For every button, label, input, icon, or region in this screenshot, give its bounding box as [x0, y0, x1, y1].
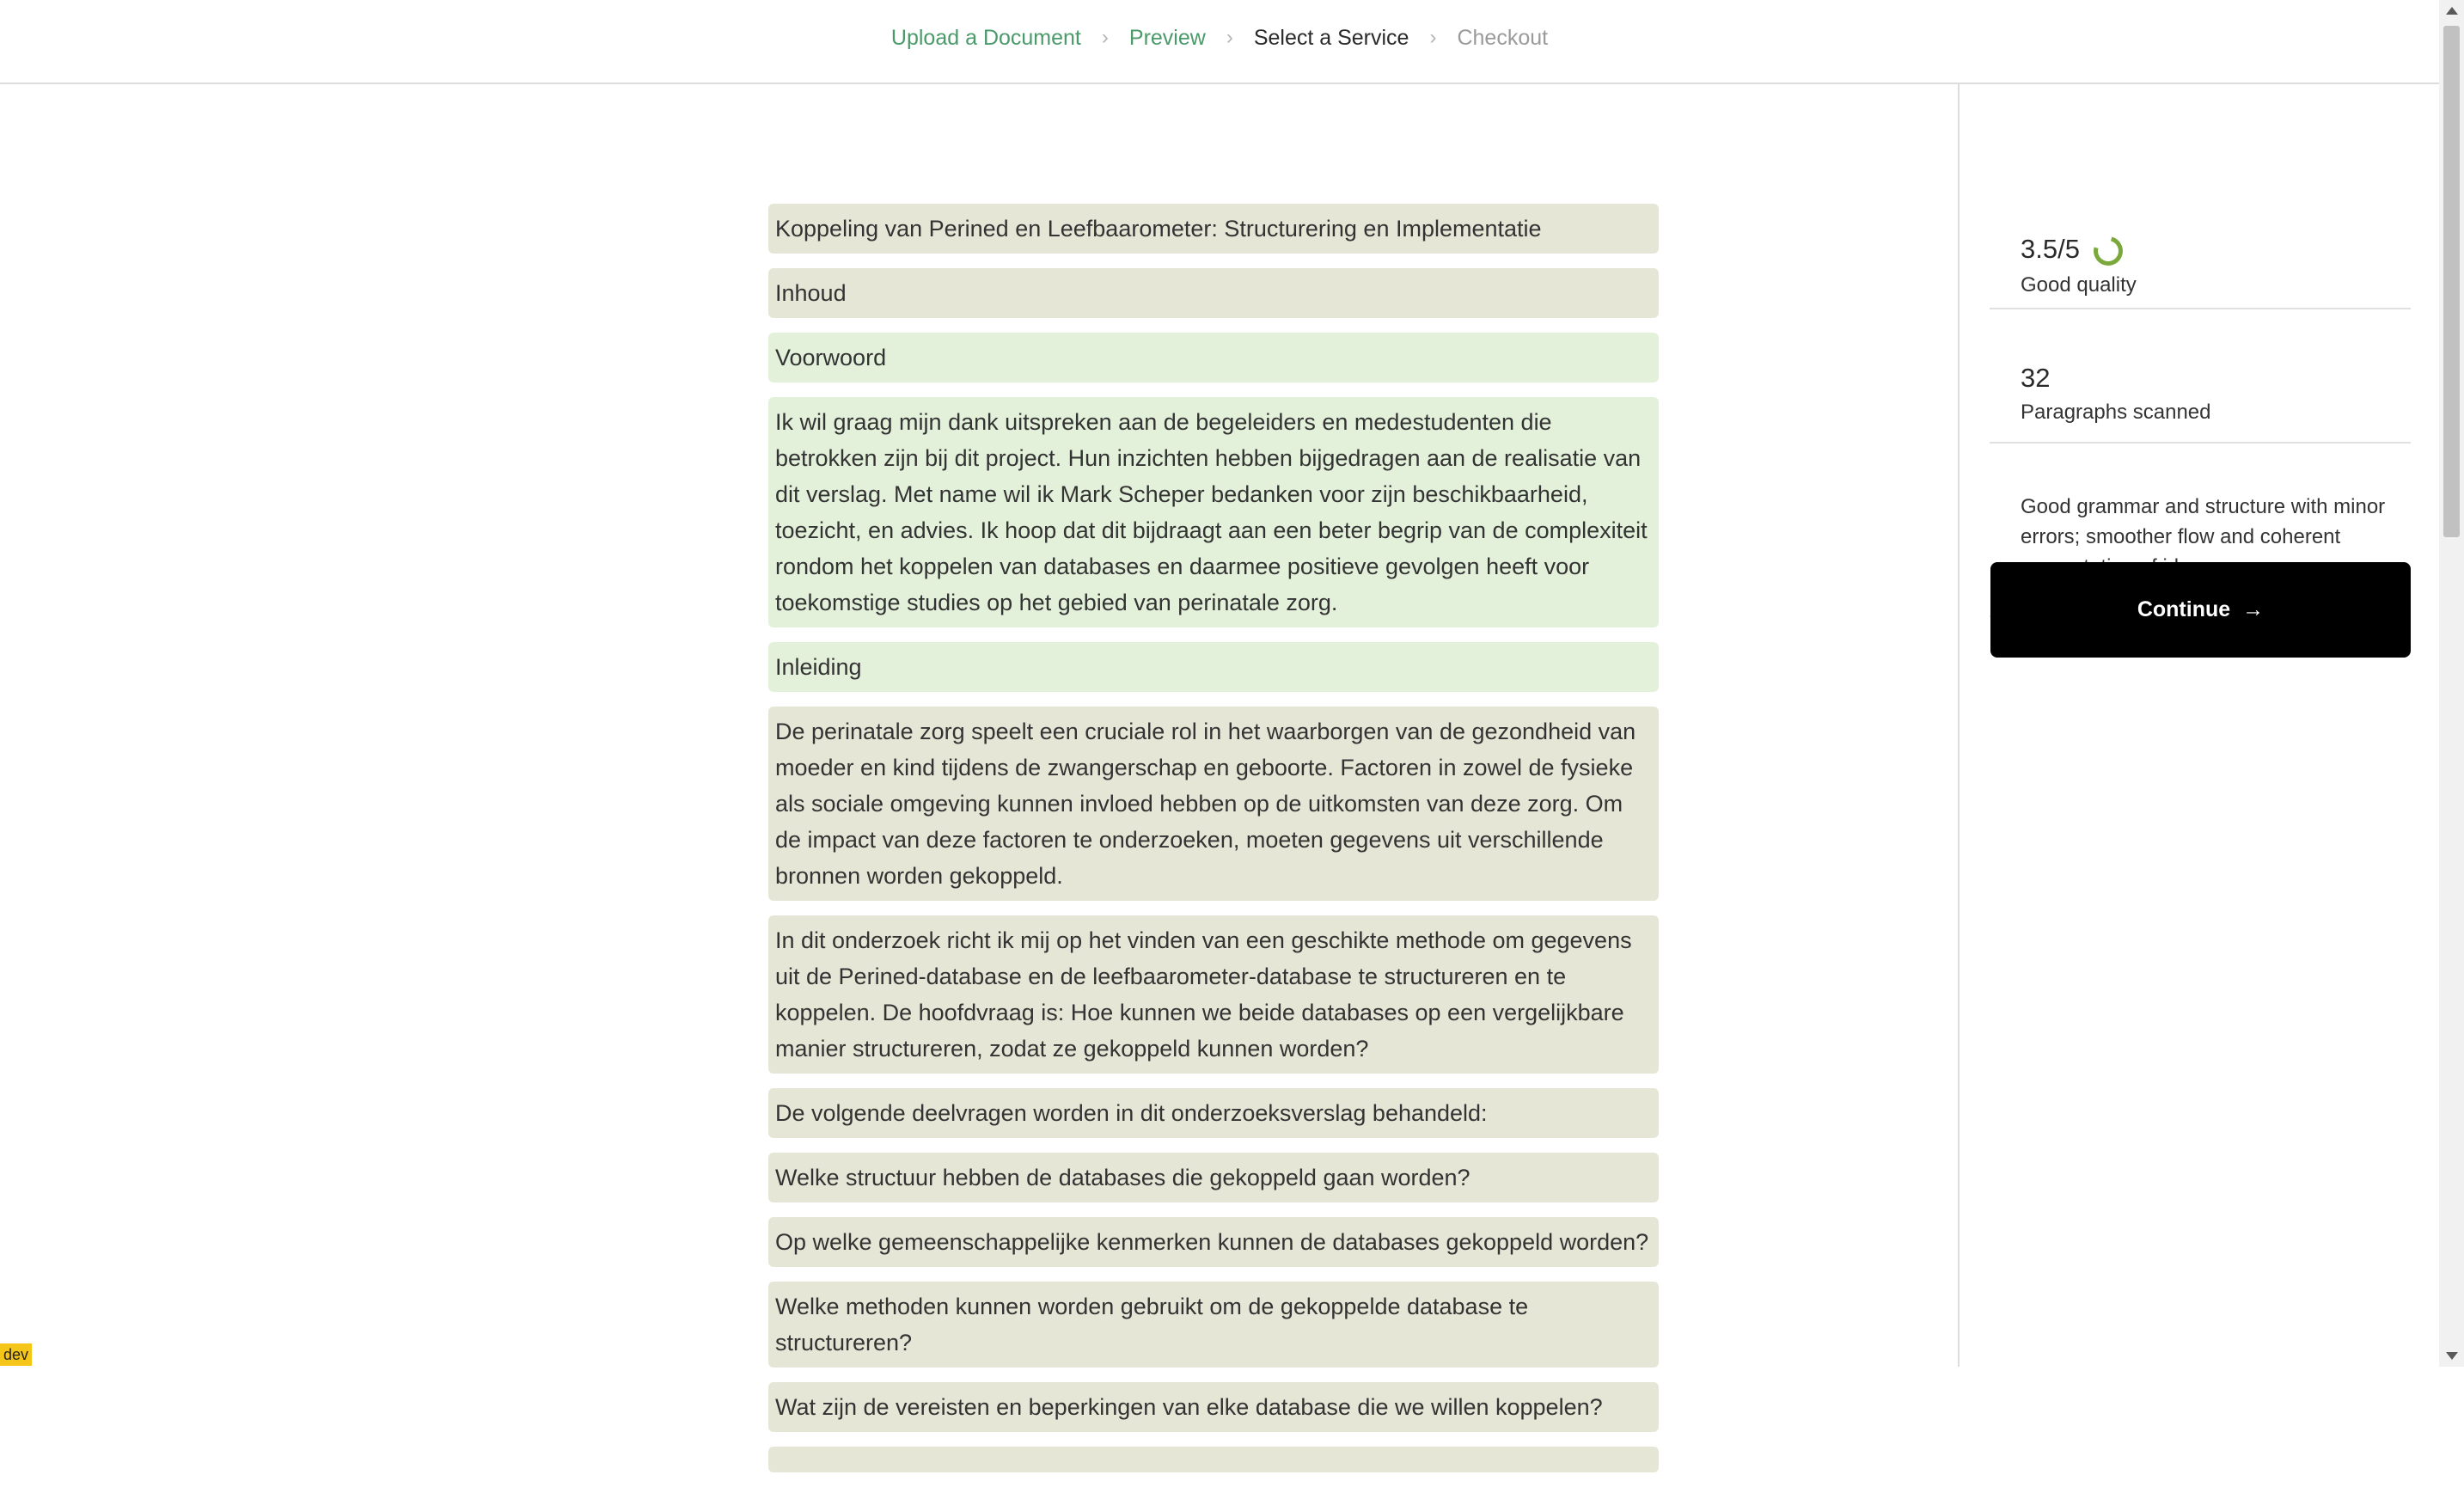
quality-score	[2021, 234, 2123, 266]
document-preview[interactable]	[0, 84, 1958, 1420]
paragraph: Welke methoden kunnen worden gebruikt om de gekoppelde database te structureren?	[768, 1282, 1659, 1368]
quality-label: Good quality	[2021, 273, 2137, 297]
continue-button[interactable]	[1990, 562, 2411, 658]
paragraph: Op welke gemeenschappelijke kenmerken kunnen de databases gekoppeld worden?	[768, 1217, 1659, 1267]
paragraph: Voorwoord	[768, 333, 1659, 382]
paragraphs-block	[1990, 309, 2411, 444]
arrow-right-icon: →	[2242, 597, 2265, 621]
scroll-up-icon[interactable]	[2446, 7, 2458, 15]
document-paragraphs	[768, 204, 1659, 1487]
paragraphs-label: Paragraphs scanned	[2021, 401, 2211, 424]
continue-label: Continue	[2137, 597, 2231, 621]
chevron-right-icon: ›	[1226, 26, 1233, 49]
dev-badge: dev	[0, 1343, 32, 1366]
scroll-thumb[interactable]	[2443, 26, 2460, 537]
paragraph-partial	[768, 1447, 1659, 1472]
paragraphs-count: 32	[2021, 363, 2051, 393]
paragraph: Inleiding	[768, 642, 1659, 692]
breadcrumb-step-preview[interactable]: Preview	[1128, 25, 1206, 50]
breadcrumb-step-checkout: Checkout	[1457, 25, 1549, 50]
chevron-right-icon: ›	[1101, 26, 1109, 49]
paragraph: Wat zijn de vereisten en beperkingen van elke database die we willen koppelen?	[768, 1382, 1659, 1432]
quality-summary: Good grammar and structure with minor errors; smoother flow and coherent	[2021, 495, 2386, 548]
breadcrumb	[0, 0, 2439, 76]
score-block	[1990, 146, 2411, 309]
chevron-right-icon: ›	[1429, 26, 1437, 49]
page-scrollbar[interactable]	[2439, 0, 2464, 1367]
breadcrumb-step-select-service: Select a Service	[1253, 25, 1409, 50]
breadcrumb-step-upload[interactable]: Upload a Document	[890, 25, 1081, 50]
top-navigation	[0, 0, 2439, 84]
score-ring-icon	[2088, 231, 2128, 271]
paragraph: In dit onderzoek richt ik mij op het vinden van een geschikte methode om gegevens uit de Perined-database en de leefbaarometer-database te structureren en te koppelen. De hoofdvraag is: Hoe kunnen we beide databases op een vergelijkbare manier structureren, zodat ze gekoppeld kunnen worden?	[768, 915, 1659, 1074]
paragraph: Welke structuur hebben de databases die gekoppeld gaan worden?	[768, 1153, 1659, 1202]
paragraph: Inhoud	[768, 268, 1659, 318]
quality-sidebar	[1958, 84, 2441, 1367]
paragraph: Ik wil graag mijn dank uitspreken aan de begeleiders en medestudenten die betrokken zijn bij dit project. Hun inzichten hebben bijgedragen aan de realisatie van dit verslag. Met name wil ik Mark Scheper bedanken voor zijn beschikbaarheid, toezicht, en advies. Ik hoop dat dit bijdraagt aan een beter begrip van de complexiteit rondom het koppelen van databases en daarmee positieve gevolgen heeft voor toekomstige studies op het gebied van perinatale zorg.	[768, 397, 1659, 627]
quality-score-value: 3.5/5	[2021, 234, 2080, 264]
paragraph: De volgende deelvragen worden in dit onderzoeksverslag behandeld:	[768, 1088, 1659, 1138]
paragraph: Koppeling van Perined en Leefbaarometer: Structurering en Implementatie	[768, 204, 1659, 254]
paragraph: De perinatale zorg speelt een cruciale rol in het waarborgen van de gezondheid van moeder en kind tijdens de zwangerschap en geboorte. Factoren in zowel de fysieke als sociale omgeving kunnen invloed hebben op de uitkomsten van deze zorg. Om de impact van deze factoren te onderzoeken, moeten gegevens uit verschillende bronnen worden gekoppeld.	[768, 707, 1659, 901]
scroll-down-icon[interactable]	[2446, 1352, 2458, 1360]
